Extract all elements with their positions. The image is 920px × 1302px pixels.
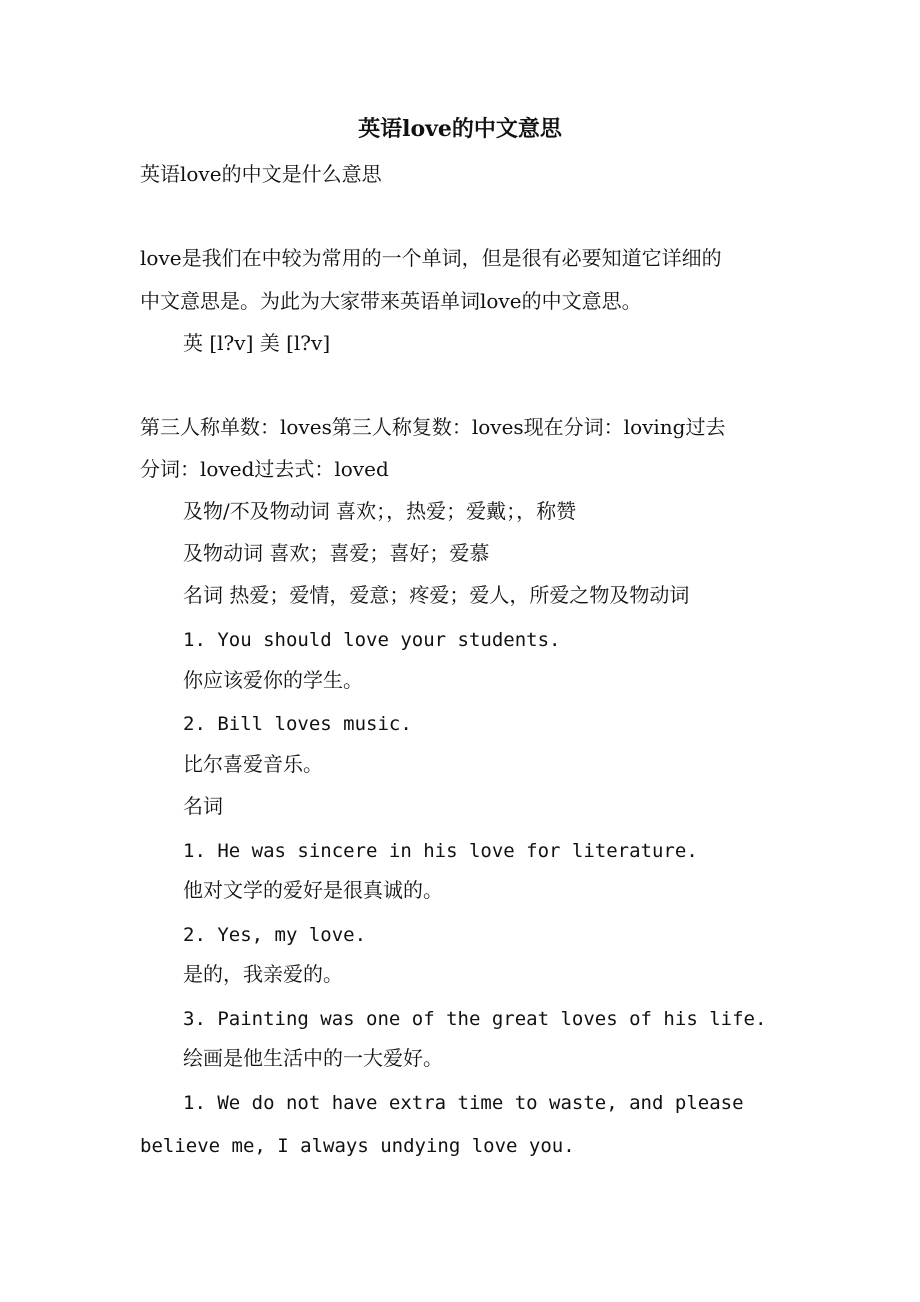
example-3-en: 1. He was sincere in his love for literature. (183, 840, 698, 862)
page-title: 英语love的中文意思 (358, 116, 562, 142)
example-3-zh: 他对文学的爱好是很真诚的。 (183, 878, 443, 902)
example-4-zh: 是的，我亲爱的。 (183, 962, 343, 986)
example-2-en: 2. Bill loves music. (183, 713, 412, 735)
subtitle: 英语love的中文是什么意思 (140, 162, 382, 186)
definition-3: 名词 热爱；爱情，爱意；疼爱；爱人，所爱之物及物动词 (183, 583, 690, 607)
forms-line-2: 分词：loved过去式：loved (140, 457, 389, 481)
phonetic: 英 [l?v] 美 [l?v] (183, 331, 331, 355)
example-5-zh: 绘画是他生活中的一大爱好。 (183, 1046, 443, 1070)
example-5-en: 3. Painting was one of the great loves of his life. (183, 1008, 767, 1030)
definition-2: 及物动词 喜欢；喜爱；喜好；爱慕 (183, 541, 490, 565)
intro-line-2: 中文意思是。为此为大家带来英语单词love的中文意思。 (140, 289, 642, 313)
example-4-en: 2. Yes, my love. (183, 924, 367, 946)
intro-line-1: love是我们在中较为常用的一个单词，但是很有必要知道它详细的 (140, 246, 722, 270)
definition-1: 及物/不及物动词 喜欢；，热爱；爱戴；，称赞 (183, 499, 577, 523)
example-6-line-1: 1. We do not have extra time to waste, and please (183, 1092, 744, 1114)
example-2-zh: 比尔喜爱音乐。 (183, 752, 323, 776)
noun-label: 名词 (183, 794, 223, 818)
forms-line-1: 第三人称单数：loves第三人称复数：loves现在分词：loving过去 (140, 415, 726, 439)
example-6-line-2: believe me, I always undying love you. (140, 1135, 575, 1157)
example-1-zh: 你应该爱你的学生。 (183, 668, 363, 692)
example-1-en: 1. You should love your students. (183, 629, 561, 651)
